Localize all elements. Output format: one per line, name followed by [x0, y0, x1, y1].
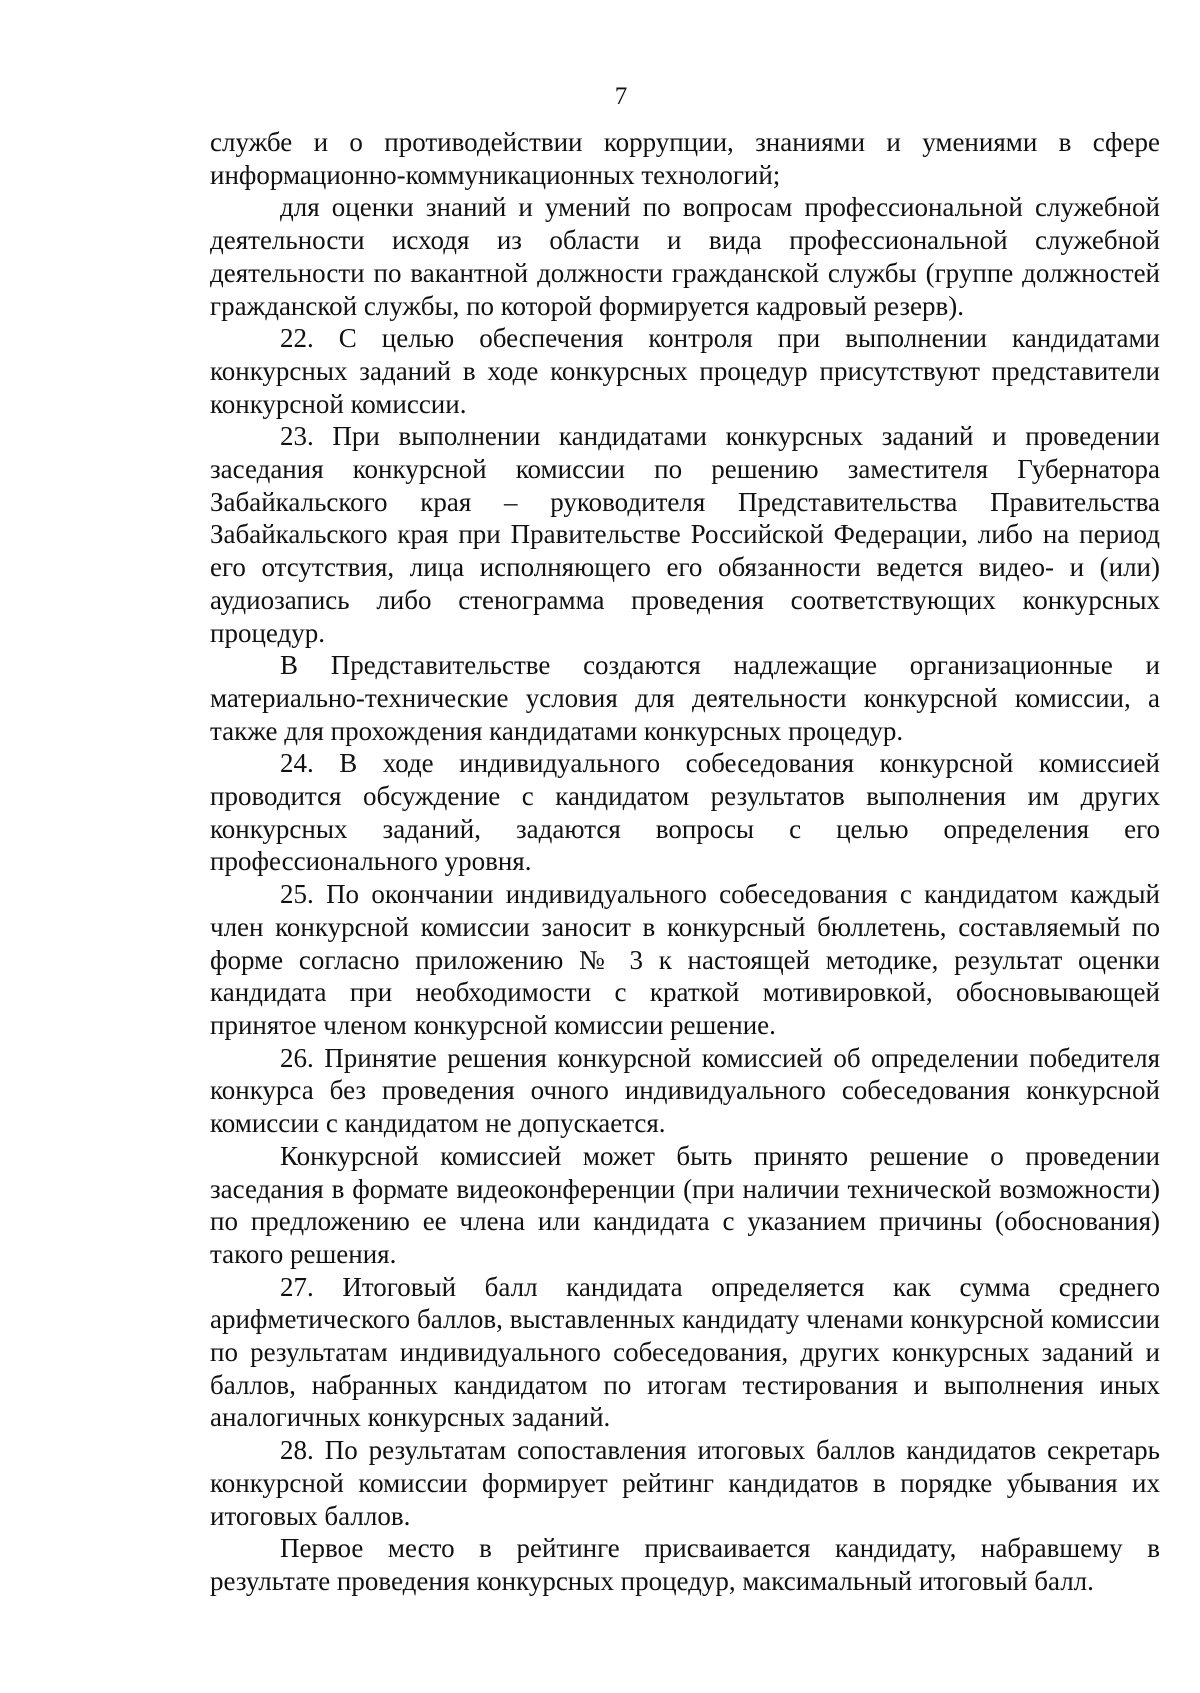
paragraph-28-first-place: Первое место в рейтинге присваивается кандидату, набравшему в результате проведения конкурсных процедур, максимальный итоговый балл. — [210, 1533, 1160, 1596]
paragraph-24: 24. В ходе индивидуального собеседования конкурсной комиссией проводится обсуждение с кандидатом результатов выполнения им других конкурсных заданий, задаются вопросы с целью определения его профессионального уровня. — [210, 748, 1160, 877]
paragraph-26: 26. Принятие решения конкурсной комиссией об определении победителя конкурса без проведения очного индивидуального собеседования конкурсной комиссии с кандидатом не допускается. — [210, 1042, 1160, 1139]
paragraph-knowledge-assessment: для оценки знаний и умений по вопросам профессиональной служебной деятельности исходя из области и вида профессиональной служебной деятельности по вакантной должности гражданской службы (группе должностей гражданской службы, по которой формируется кадровый резерв). — [210, 192, 1160, 321]
paragraph-27: 27. Итоговый балл кандидата определяется как сумма среднего арифметического баллов, выставленных кандидату членами конкурсной комиссии по результатам индивидуального собеседования, других конкурсных заданий и баллов, набранных кандидатом по итогам тестирования и выполнения иных аналогичных конкурсных заданий. — [210, 1271, 1160, 1433]
page-number: 7 — [614, 83, 628, 110]
document-body — [210, 126, 1160, 1598]
paragraph-28: 28. По результатам сопоставления итоговых баллов кандидатов секретарь конкурсной комиссии формирует рейтинг кандидатов в порядке убывания их итоговых баллов. — [210, 1435, 1160, 1531]
paragraph-25: 25. По окончании индивидуального собеседования с кандидатом каждый член конкурсной комиссии заносит в конкурсный бюллетень, составляемый по форме согласно приложению № 3 к настоящей методике, результат оценки кандидата при необходимости с краткой мотивировкой, обосновывающей принятое членом конкурсной комиссии решение. — [210, 879, 1160, 1040]
paragraph-26-videoconference: Конкурсной комиссией может быть принято решение о проведении заседания в формате видеоконференции (при наличии технической возможности) по предложению ее члена или кандидата с указанием причины (обоснования) такого решения. — [210, 1140, 1160, 1269]
paragraph-continuation: службе и о противодействии коррупции, знаниями и умениями в сфере информационно-коммуникационных технологий; — [210, 127, 1160, 190]
paragraph-22: 22. С целью обеспечения контроля при выполнении кандидатами конкурсных заданий в ходе конкурсных процедур присутствуют представители конкурсной комиссии. — [210, 323, 1160, 419]
paragraph-23-conditions: В Представительстве создаются надлежащие организационные и материально-технические условия для деятельности конкурсной комиссии, а также для прохождения кандидатами конкурсных процедур. — [210, 650, 1160, 746]
paragraph-23: 23. При выполнении кандидатами конкурсных заданий и проведении заседания конкурсной комиссии по решению заместителя Губернатора Забайкальского края – руководителя Представительства Правительства Забайкальского края при Правительстве Российской Федерации, либо на период его отсутствия, лица исполняющего его обязанности ведется видео- и (или) аудиозапись либо стенограмма проведения соответствующих конкурсных процедур. — [210, 421, 1160, 648]
